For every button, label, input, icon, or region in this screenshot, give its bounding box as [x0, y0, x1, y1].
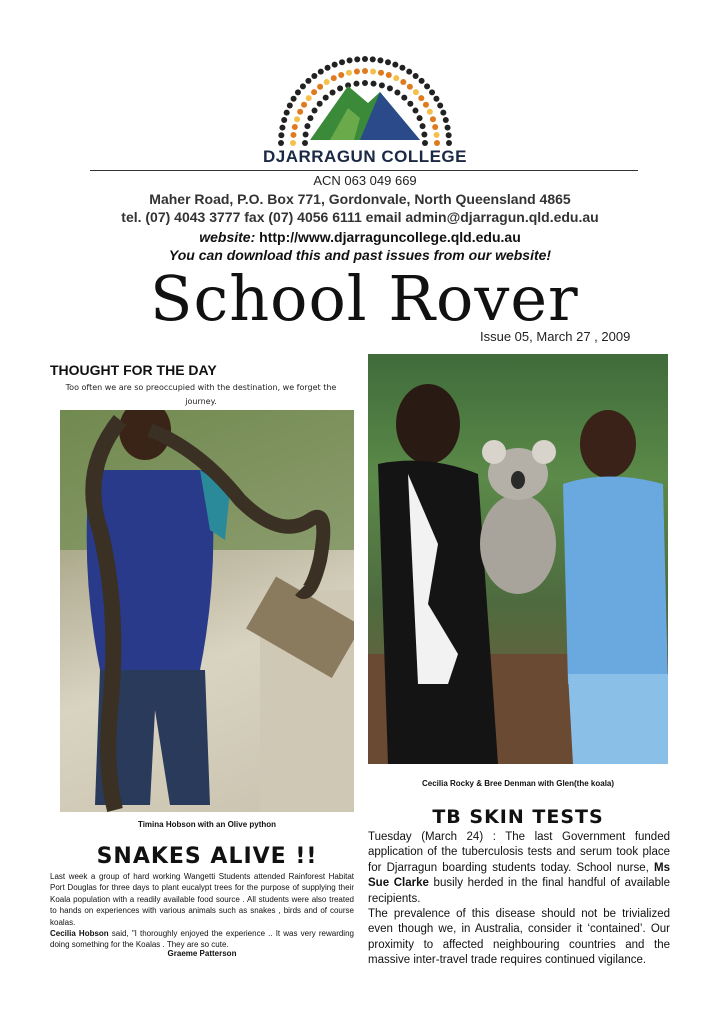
- logo-dot: [393, 75, 399, 81]
- logo-dot: [406, 69, 412, 75]
- logo-dot: [300, 83, 306, 89]
- logo-dot: [434, 140, 440, 146]
- logo-dot: [330, 90, 336, 96]
- logo-dot: [417, 115, 423, 121]
- logo-dot: [362, 56, 368, 62]
- logo-dot: [434, 132, 440, 138]
- logo-dot: [317, 84, 323, 90]
- logo-dot: [370, 68, 376, 74]
- logo-dot: [385, 59, 391, 65]
- download-note: You can download this and past issues from our website!: [168, 247, 552, 263]
- logo-dot: [362, 80, 368, 86]
- logo-dot: [394, 90, 400, 96]
- logo-dot: [422, 140, 428, 146]
- logo-dot: [347, 57, 353, 63]
- newsletter-title: School Rover: [150, 262, 579, 335]
- website-line: [120, 229, 600, 245]
- nurse-name: Ms Sue Clarke: [368, 861, 670, 890]
- logo-dot: [307, 115, 313, 121]
- logo-dot: [370, 56, 376, 62]
- logo-dot: [445, 125, 451, 131]
- logo-dot: [424, 83, 430, 89]
- logo-dot: [317, 101, 323, 107]
- logo-dot: [378, 70, 384, 76]
- issue-info: Issue 05, March 27 , 2009: [480, 329, 631, 344]
- logo-dot: [407, 101, 413, 107]
- tb-paragraph: The prevalence of this disease should not be trivialized even though we, in Australia, consider it ‘contained’. Our proximity to affected neighbouring countries and the massive inter-travel trade requires continued vigilance.: [368, 908, 670, 967]
- snakes-article-body: [50, 871, 354, 951]
- logo-dot: [291, 96, 297, 102]
- logo-dot: [279, 125, 285, 131]
- logo-dot: [440, 110, 446, 116]
- logo-dot: [386, 72, 392, 78]
- logo-dot: [420, 123, 426, 129]
- logo-dot: [290, 140, 296, 146]
- logo-dot: [338, 72, 344, 78]
- logo-dot: [294, 116, 300, 122]
- logo-dot: [318, 69, 324, 75]
- tb-article-body: [368, 830, 670, 969]
- logo-dot: [292, 124, 298, 130]
- tb-text: busily herded in the final handful of available recipients.: [368, 877, 670, 905]
- logo-dot: [311, 89, 317, 95]
- logo-dot: [302, 140, 308, 146]
- logo-dot: [432, 124, 438, 130]
- college-name: DJARRAGUN COLLEGE: [262, 147, 467, 166]
- logo-dot: [421, 131, 427, 137]
- logo-dot: [419, 78, 425, 84]
- acn-number: ACN 063 049 669: [313, 173, 417, 188]
- logo-dot: [354, 68, 360, 74]
- logo-dot: [423, 102, 429, 108]
- tb-text: Tuesday (March 24) : The last Government funded application of the tuberculosis tests and serum took place for Djarragun boarding students today. School nurse,: [368, 831, 670, 874]
- quote-text: said, "I thoroughly enjoyed the experience .. It was very rewarding doing something for the Koalas . They are so cute.: [50, 929, 354, 950]
- logo-dot: [354, 56, 360, 62]
- logo-dot: [304, 123, 310, 129]
- article-author: Graeme Patterson: [167, 949, 237, 958]
- logo-dot: [427, 109, 433, 115]
- logo-dot: [339, 59, 345, 65]
- logo-dot: [325, 65, 331, 71]
- logo-dot: [305, 78, 311, 84]
- logo-dot: [303, 131, 309, 137]
- logo-dot: [412, 108, 418, 114]
- logo-dot: [287, 103, 293, 109]
- logo-dot: [418, 95, 424, 101]
- logo-dot: [446, 140, 452, 146]
- tb-paragraph: [368, 830, 670, 907]
- logo-dot: [311, 73, 317, 79]
- logo-dot: [332, 62, 338, 68]
- python-photo-caption: Timina Hobson with an Olive python: [137, 820, 277, 829]
- logo-dot: [443, 117, 449, 123]
- logo-dot: [413, 89, 419, 95]
- website-link[interactable]: http://www.djarraguncollege.qld.edu.au: [259, 229, 521, 245]
- logo-dot: [278, 132, 284, 138]
- koala-photo: [368, 354, 668, 764]
- header-divider: [90, 170, 638, 171]
- logo-dot: [306, 95, 312, 101]
- logo-dot: [284, 110, 290, 116]
- logo-dot: [324, 79, 330, 85]
- tb-article-heading: TB SKIN TESTS: [432, 806, 604, 828]
- logo-dot: [387, 85, 393, 91]
- snakes-paragraph: Last week a group of hard working Wangetti Students attended Rainforest Habitat Port Douglas for three days to plant eucalypt trees for the purpose of supplying their Koala population with a readily available food source . All students were also treated to hands on experiences with various animals such as snakes , birds and of course koalas.: [50, 872, 354, 927]
- logo-dot: [437, 103, 443, 109]
- college-logo: [270, 48, 460, 160]
- logo-dot: [377, 57, 383, 63]
- logo-dot: [429, 89, 435, 95]
- koala-photo-caption: Cecilia Rocky & Bree Denman with Glen(the koala): [421, 779, 615, 788]
- snakes-article-heading: SNAKES ALIVE !!: [96, 844, 318, 869]
- logo-dot: [446, 132, 452, 138]
- logo-dot: [290, 132, 296, 138]
- logo-dot: [400, 79, 406, 85]
- logo-dot: [371, 81, 377, 87]
- logo-dot: [323, 95, 329, 101]
- logo-dot: [353, 81, 359, 87]
- logo-dot: [331, 75, 337, 81]
- logo-dot: [413, 73, 419, 79]
- logo-dot: [401, 95, 407, 101]
- quote-name: Cecilia Hobson: [50, 929, 109, 939]
- logo-dot: [407, 84, 413, 90]
- logo-dot: [281, 117, 287, 123]
- logo-dot: [337, 85, 343, 91]
- logo-graphic: [270, 48, 460, 160]
- logo-dot: [297, 109, 303, 115]
- contact-line: tel. (07) 4043 3777 fax (07) 4056 6111 email admin@djarragun.qld.edu.au: [121, 209, 599, 225]
- logo-dot: [301, 102, 307, 108]
- logo-dot: [399, 65, 405, 71]
- logo-dot: [430, 116, 436, 122]
- python-photo: [60, 410, 354, 812]
- logo-dot: [379, 82, 385, 88]
- logo-dot: [346, 70, 352, 76]
- logo-dot: [362, 68, 368, 74]
- logo-dot: [278, 140, 284, 146]
- logo-dot: [433, 96, 439, 102]
- logo-dot: [392, 62, 398, 68]
- logo-dot: [312, 108, 318, 114]
- logo-dot: [295, 89, 301, 95]
- thought-text: Too often we are so preoccupied with the destination, we forget the journey.: [65, 383, 337, 406]
- address-line: Maher Road, P.O. Box 771, Gordonvale, North Queensland 4865: [149, 191, 571, 207]
- website-label: website:: [199, 229, 256, 245]
- thought-heading: THOUGHT FOR THE DAY: [50, 362, 217, 378]
